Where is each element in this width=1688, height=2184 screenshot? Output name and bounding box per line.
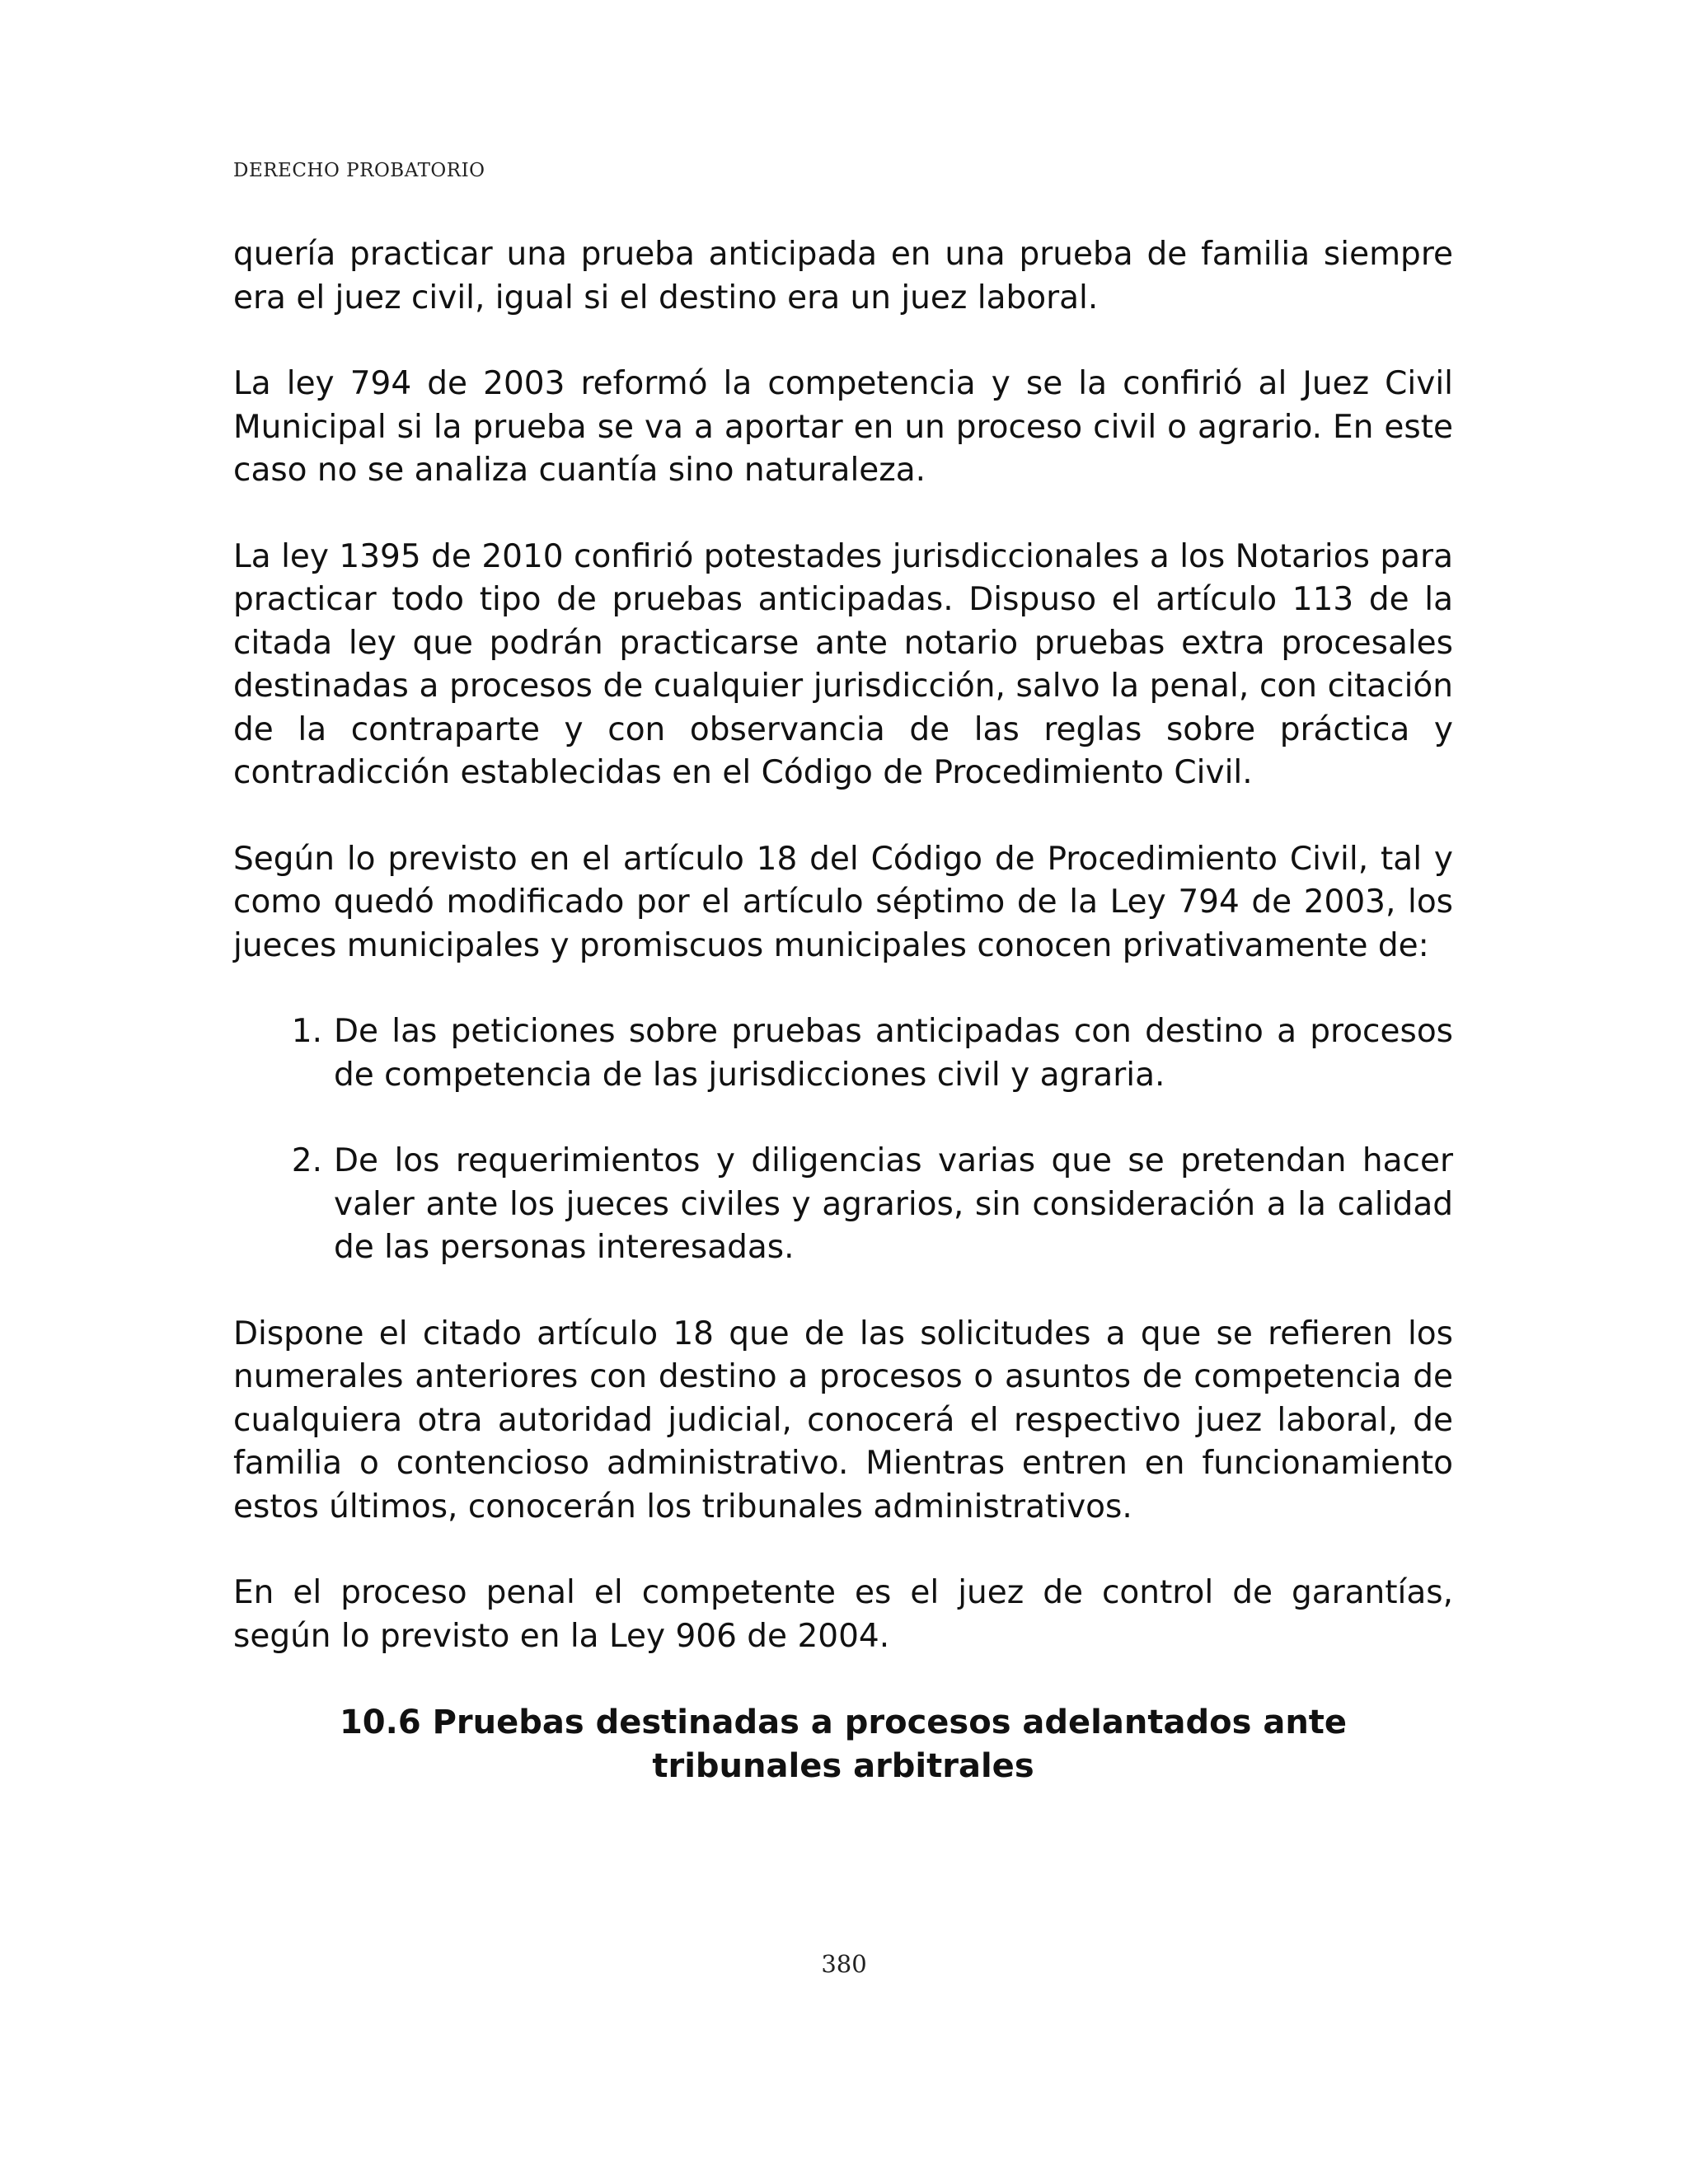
page-number: 380 <box>821 1950 867 1978</box>
list-item <box>233 1010 1453 1097</box>
list-item-number: 1. <box>291 1013 322 1050</box>
paragraph: quería practicar una prueba anticipada en una prueba de familia siempre era el juez civil, igual si el destino era un juez laboral. <box>233 236 1453 316</box>
numbered-list <box>233 1010 1453 1270</box>
list-item <box>233 1140 1453 1270</box>
section-heading: 10.6 Pruebas destinadas a procesos adelantados ante tribunales arbitrales <box>339 1704 1348 1785</box>
list-item-number: 2. <box>291 1142 322 1179</box>
paragraph: La ley 1395 de 2010 confirió potestades jurisdiccionales a los Notarios para practicar todo tipo de pruebas anticipadas. Dispuso el artículo 113 de la citada ley que podrán practicarse ante notario pruebas extra procesales destinadas a procesos de cualquier jurisdicción, salvo la penal, con citación de la contraparte y con observancia de las reglas sobre práctica y contradicción establecidas en el Código de Procedimiento Civil. <box>233 537 1453 791</box>
paragraph: Según lo previsto en el artículo 18 del Código de Procedimiento Civil, tal y como quedó modificado por el artículo séptimo de la Ley 794 de 2003, los jueces municipales y promiscuos municipales conocen privativamente de: <box>233 840 1453 964</box>
paragraph: En el proceso penal el competente es el juez de control de garantías, según lo previsto en la Ley 906 de 2004. <box>233 1574 1453 1655</box>
paragraph: La ley 794 de 2003 reformó la competencia y se la confirió al Juez Civil Municipal si la prueba se va a aportar en un proceso civil o agrario. En este caso no se analiza cuantía sino naturaleza. <box>233 365 1453 489</box>
paragraph: Dispone el citado artículo 18 que de las solicitudes a que se refieren los numerales anteriores con destino a procesos o asuntos de competencia de cualquiera otra autoridad judicial, conocerá el respectivo juez laboral, de familia o contencioso administrativo. Mientras entren en funcionamiento estos últimos, conocerán los tribunales administrativos. <box>233 1315 1453 1526</box>
running-header: DERECHO PROBATORIO <box>233 160 485 181</box>
list-item-text: De los requerimientos y diligencias varias que se pretendan hacer valer ante los jueces civiles y agrarios, sin consideración a la calidad de las personas interesadas. <box>334 1142 1453 1266</box>
list-item-text: De las peticiones sobre pruebas anticipadas con destino a procesos de competencia de las jurisdicciones civil y agraria. <box>334 1013 1453 1094</box>
body-text <box>233 233 1453 1788</box>
